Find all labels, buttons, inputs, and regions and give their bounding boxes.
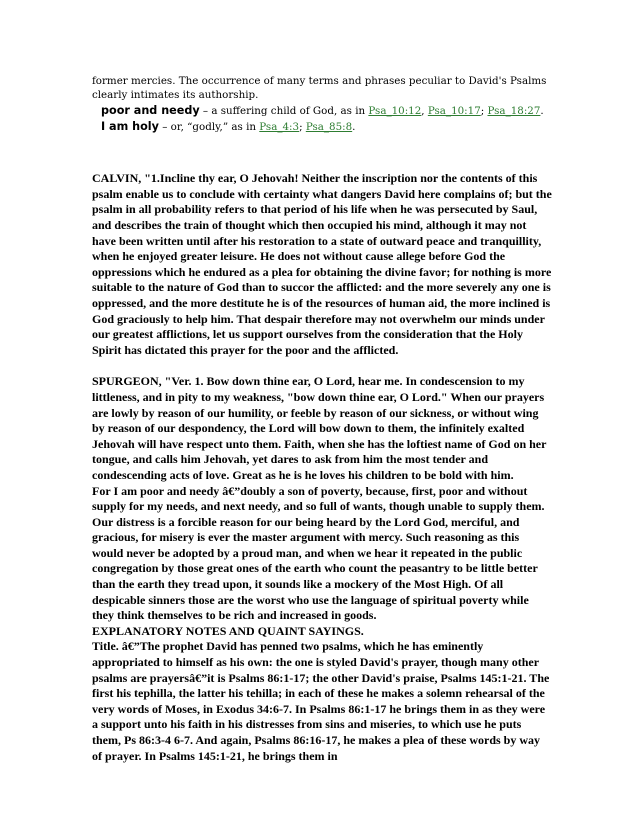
section-heading: EXPLANATORY NOTES AND QUAINT SAYINGS.: [92, 623, 364, 638]
title-note-paragraph: Title. â€”The prophet David has penned two psalms, which he has eminently appropriated to himself as his own: the one is styled David's prayer, though many other psalms are prayersâ€”it is Psalms 86:1-17; the other David's praise, Psalms 145:1-21. The first his tephilla, the latter his tehilla; in each of these he makes a solemn rehearsal of the very words of Moses, in Exodus 34:6-7. In Psalms 86:1-17 he brings them in as they were a support unto his faith in his distresses from sins and miseries, to which use he puts them, Ps 86:3-4 6-7. And again, Psalms 86:16-17, he makes a plea of these words by way of prayer. In Psalms 145:1-21, he brings them in: [92, 639, 550, 763]
definition-term: poor and needy: [101, 103, 200, 117]
definition-text: – or, “godly,” as in: [158, 121, 260, 134]
scripture-link[interactable]: Psa_18:27: [487, 104, 541, 117]
spacer: [92, 358, 552, 374]
scripture-link[interactable]: Psa_85:8: [305, 121, 353, 134]
spacer: [92, 135, 552, 171]
spurgeon-commentary: SPURGEON, "Ver. 1. Bow down thine ear, O Lord, hear me. In condescension to my littleness, and in pity to my weakness, "bow down thine ear, O Lord." When our prayers are lowly by reason of our humility, or feeble by reason of our sickness, or without wing by reason of our despondency, the Lord will bow down to them, the infinitely exalted Jehovah will have respect unto them. Faith, when she has the loftiest name of God on her tongue, and calls him Jehovah, yet dares to ask from him the most tender and condescending acts of love. Great as he is he loves his children to be bold with him.: [92, 374, 547, 482]
intro-paragraph: former mercies. The occurrence of many terms and phrases peculiar to David's Psalms clearly intimates its authorship.: [92, 75, 547, 102]
scripture-link[interactable]: Psa_10:12: [368, 104, 422, 117]
definition-end: .: [540, 104, 544, 117]
scripture-link[interactable]: Psa_4:3: [259, 121, 300, 134]
definition-i-am-holy: I am holy – or, “godly,” as in Psa_4:3; Psa_85:8.: [101, 120, 356, 134]
definition-text: – a suffering child of God, as in: [199, 104, 369, 117]
spurgeon-paragraph: For I am poor and needy â€”doubly a son of poverty, because, first, poor and without supply for my needs, and next needy, and so full of wants, though unable to supply them. Our distress is a forcible reason for our being heard by the Lord God, merciful, and gracious, for misery is ever the master argument with mercy. Such reasoning as this would never be adopted by a proud man, and when we hear it repeated in the public congregation by those great ones of the earth who count the peasantry to be little better than the earth they tread upon, it sounds like a mockery of the Most High. Of all despicable sinners those are the worst who use the language of spiritual poverty while they think themselves to be rich and increased in goods.: [92, 483, 545, 623]
definition-poor-and-needy: poor and needy – a suffering child of God, as in Psa_10:12, Psa_10:17; Psa_18:27.: [101, 103, 544, 117]
document-page: [92, 74, 552, 764]
calvin-commentary: CALVIN, "1.Incline thy ear, O Jehovah! Neither the inscription nor the contents of this psalm enable us to conclude with certainty what dangers David here complains of; but the psalm in all probability refers to that period of his life when he was persecuted by Saul, and describes the train of thought which then occupied his mind, although it may not have been written until after his restoration to a state of outward peace and tranquillity, when he enjoyed greater leisure. He does not without cause allege before God the oppressions which he endured as a plea for obtaining the divine favor; for nothing is more suitable to the nature of God than to succor the afflicted: and the more severely any one is oppressed, and the more destitute he is of the resources of human aid, the more inclined is God graciously to help him. That despair therefore may not overwhelm our minds under our greatest afflictions, let us support ourselves from the consideration that the Holy Spirit has dictated this prayer for the poor and the afflicted.: [92, 171, 552, 357]
definition-end: .: [352, 121, 356, 134]
scripture-link[interactable]: Psa_10:17: [427, 104, 481, 117]
definition-term: I am holy: [101, 120, 159, 134]
